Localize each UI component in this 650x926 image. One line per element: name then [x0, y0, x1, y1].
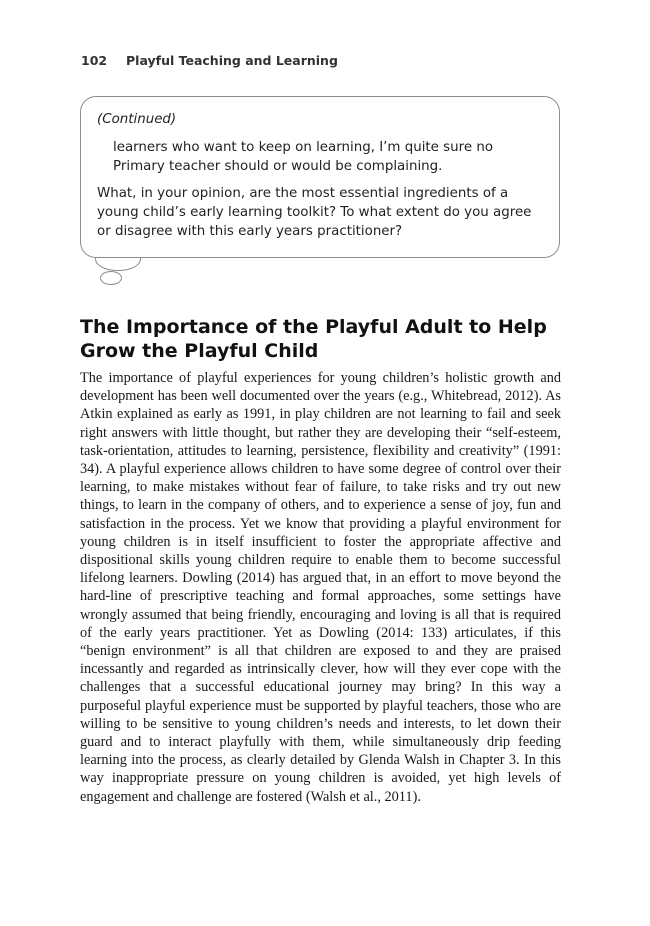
bubble-tail [95, 258, 141, 271]
body-paragraph: The importance of playful experiences for young children’s holistic growth and development has been well documented over the years (e.g., Whitebread, 2012). As Atkin explained as early as 1991, in play children are not learning to fail and seek right answers with little thought, but rather they are developing their “self-esteem, task-orientation, attitudes to learning, persistence, flexibility and creativity” (1991: 34). A playful experience allows children to have some degree of control over their learning, to make mistakes without fear of failure, to take risks and try out new things, to learn in the company of others, and to experience a sense of joy, fun and satisfaction in the process. Yet we know that providing a playful environment for young children is in itself insufficient to foster the appropriate affective and dispositional skills young children require to enable them to become successful lifelong learners. Dowling (2014) has argued that, in an effort to move beyond the hard-line of prescriptive teaching and formal approaches, some settings have wrongly assumed that being friendly, encouraging and loving is all that is required of the early years practitioner. Yet as Dowling (2014: 133) articulates, if this “benign environment” is all that children are exposed to and they are praised incessantly and regarded as intrinsically clever, how will they ever cope with the challenges that a successful educational journey may bring? In this way a purposeful playful experience must be supported by playful teachers, those who are willing to be sensitive to young children’s needs and interests, to let down their guard and to interact playfully with them, while simultaneously drip feeding learning into the process, as clearly detailed by Glenda Walsh in Chapter 3. In this way inappropriate pressure on young children is avoided, yet high levels of engagement and challenge are fostered (Walsh et al., 2011). [80, 370, 561, 805]
section-heading: The Importance of the Playful Adult to Help Grow the Playful Child [80, 316, 547, 362]
bubble-tail-dot [100, 271, 122, 285]
quote-continuation: learners who want to keep on learning, I’m quite sure no Primary teacher should or would be complaining. [113, 140, 494, 174]
continued-label: (Continued) [97, 112, 177, 127]
page-number: 102 [81, 53, 108, 68]
reflection-question: What, in your opinion, are the most essential ingredients of a young child’s early learning toolkit? To what extent do you agree or disagree with this early years practitioner? [97, 186, 532, 239]
running-title: Playful Teaching and Learning [126, 53, 338, 68]
running-header [81, 53, 338, 68]
thought-bubble-callout [80, 96, 560, 258]
